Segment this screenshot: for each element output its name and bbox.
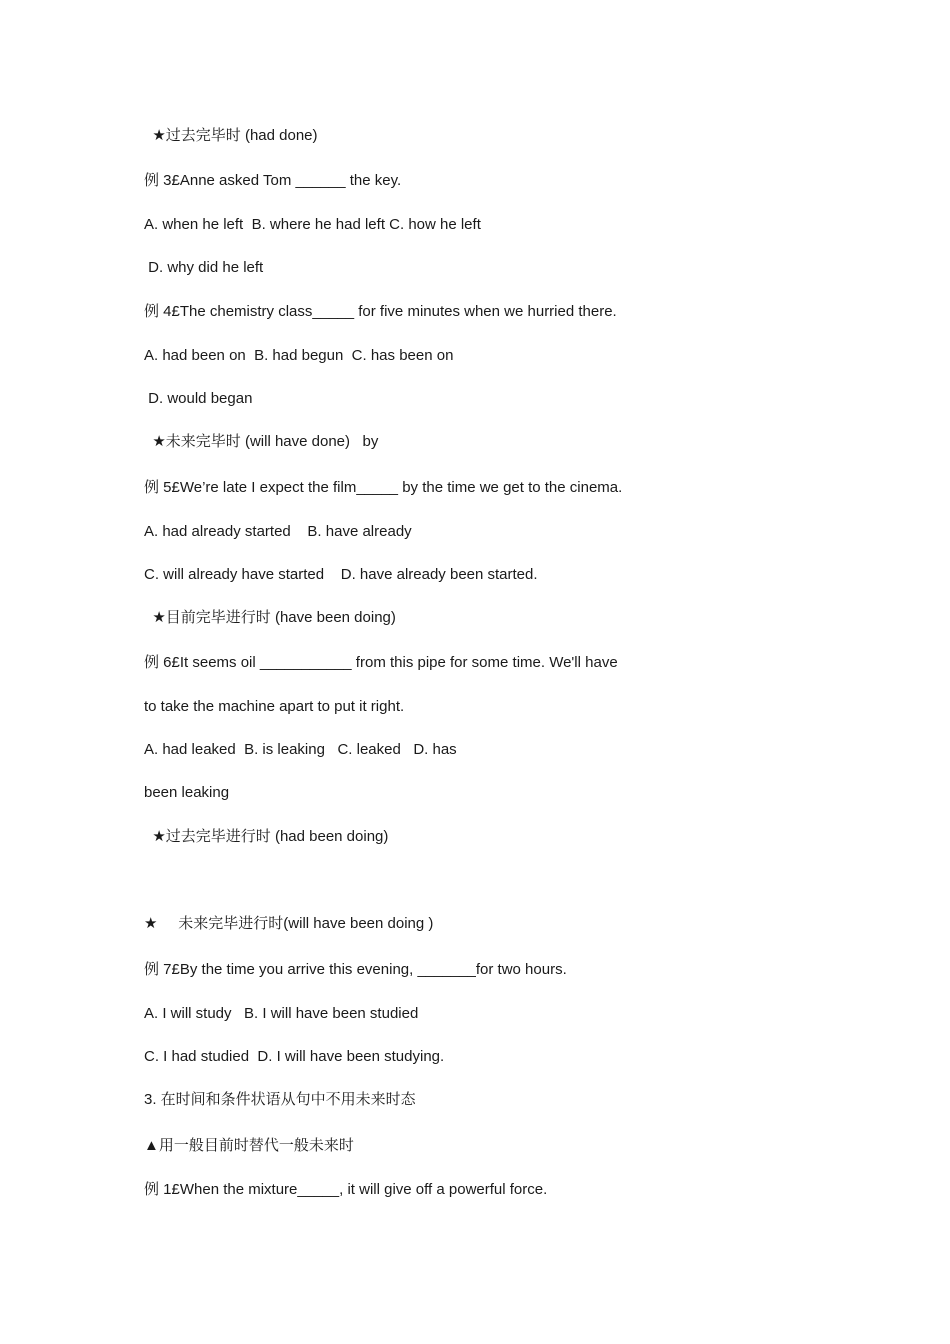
- example-1-question: 例 1£When the mixture_____, it will give off a powerful force.: [144, 1181, 548, 1198]
- example-5-question: 例 5£We’re late I expect the film_____ by the time we get to the cinema.: [144, 479, 623, 496]
- example-3-question: 例 3£Anne asked Tom ______ the key.: [144, 172, 402, 189]
- example-6-options-cont: been leaking: [144, 784, 230, 801]
- section-3-heading: 3. 在时间和条件状语从句中不用未来时态: [144, 1091, 416, 1108]
- example-4-options-abc: A. had been on B. had begun C. has been on: [144, 347, 454, 364]
- example-3-options-abc: A. when he left B. where he had left C. how he left: [144, 216, 481, 233]
- example-7-options-cd: C. I had studied D. I will have been studying.: [144, 1048, 445, 1065]
- example-6-question-cont: to take the machine apart to put it right.: [144, 698, 405, 715]
- example-4-question: 例 4£The chemistry class_____ for five minutes when we hurried there.: [144, 303, 617, 320]
- example-4-option-d: D. would began: [144, 390, 253, 407]
- heading-future-perfect-continuous: ★ 未来完毕进行时(will have been doing ): [144, 915, 434, 932]
- example-6-options: A. had leaked B. is leaking C. leaked D. has: [144, 741, 457, 758]
- example-7-question: 例 7£By the time you arrive this evening, _______for two hours.: [144, 961, 567, 978]
- rule-heading: ▲用一般目前时替代一般未来时: [144, 1137, 354, 1154]
- heading-present-perfect-continuous: ★目前完毕进行时 (have been doing): [144, 609, 396, 626]
- example-5-options-ab: A. had already started B. have already: [144, 523, 412, 540]
- heading-future-perfect: ★未来完毕时 (will have done) by: [144, 433, 379, 450]
- example-6-question: 例 6£It seems oil ___________ from this pipe for some time. We'll have: [144, 654, 618, 671]
- heading-past-perfect: ★过去完毕时 (had done): [144, 127, 318, 144]
- heading-past-perfect-continuous: ★过去完毕进行时 (had been doing): [144, 828, 389, 845]
- example-7-options-ab: A. I will study B. I will have been studied: [144, 1005, 419, 1022]
- example-3-option-d: D. why did he left: [144, 259, 264, 276]
- example-5-options-cd: C. will already have started D. have already been started.: [144, 566, 538, 583]
